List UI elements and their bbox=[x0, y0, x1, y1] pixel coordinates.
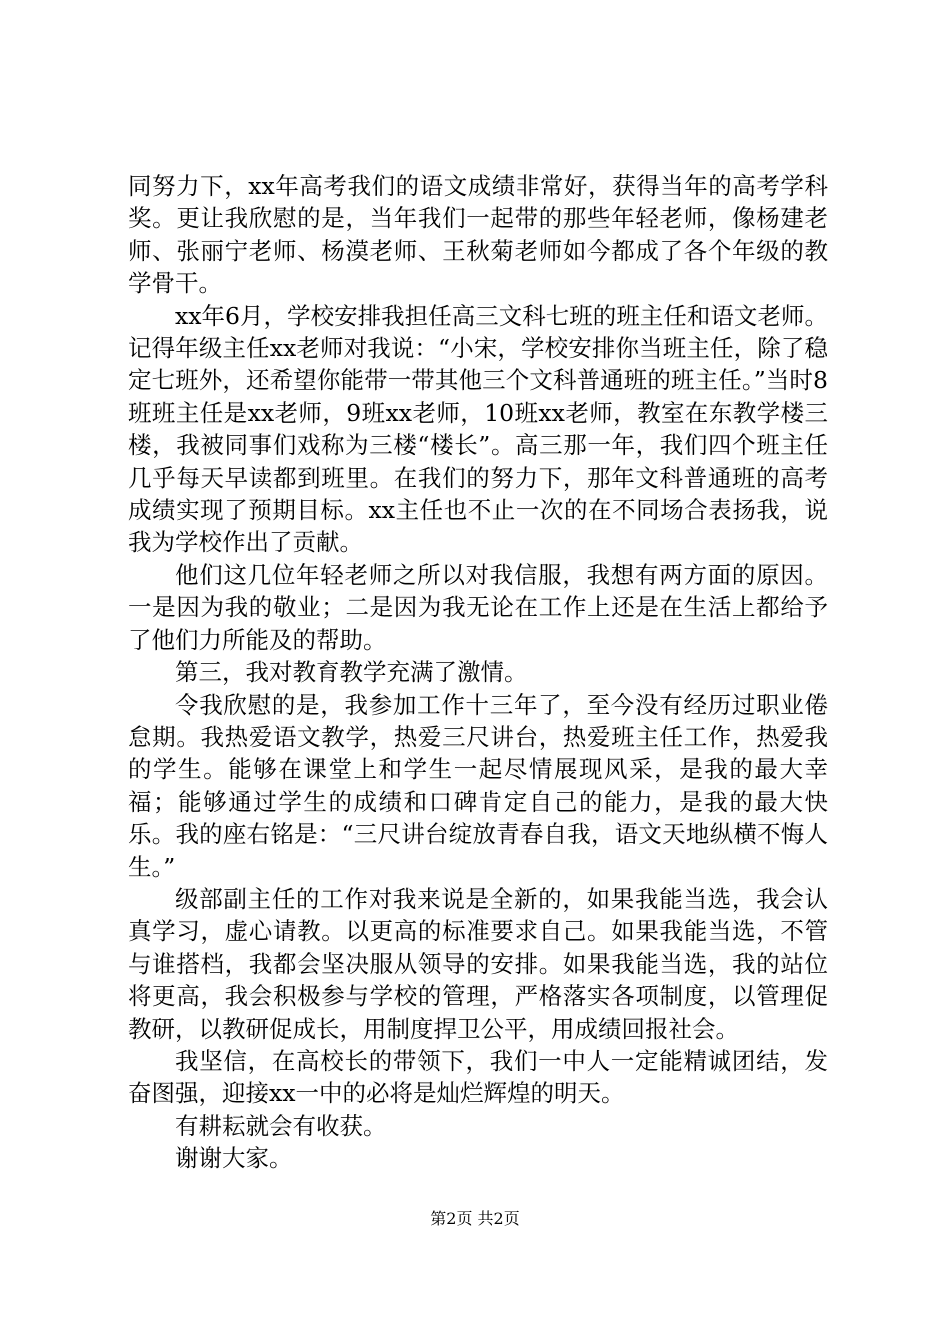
paragraph-1: 同努力下，xx年高考我们的语文成绩非常好，获得当年的高考学科奖。更让我欣慰的是，当年我们一起带的那些年轻老师，像杨建老师、张丽宁老师、杨漠老师、王秋菊老师如今都成了各个年级的教学骨干。 bbox=[128, 172, 828, 298]
paragraph-3: 他们这几位年轻老师之所以对我信服，我想有两方面的原因。一是因为我的敬业；二是因为我无论在工作上还是在生活上都给予了他们力所能及的帮助。 bbox=[128, 560, 828, 654]
page-number-footer: 第2页 共2页 bbox=[430, 1209, 520, 1228]
paragraph-6: 级部副主任的工作对我来说是全新的，如果我能当选，我会认真学习，虚心请教。以更高的标准要求自己。如果我能当选，不管与谁搭档，我都会坚决服从领导的安排。如果我能当选，我的站位将更高，我会积极参与学校的管理，严格落实各项制度，以管理促教研，以教研促成长，用制度捍卫公平，用成绩回报社会。 bbox=[128, 884, 828, 1043]
paragraph-9: 谢谢大家。 bbox=[175, 1144, 293, 1173]
paragraph-7: 我坚信，在高校长的带领下，我们一中人一定能精诚团结，发奋图强，迎接xx一中的必将是灿烂辉煌的明天。 bbox=[128, 1046, 828, 1108]
document-body bbox=[128, 170, 828, 1175]
paragraph-5: 令我欣慰的是，我参加工作十三年了，至今没有经历过职业倦怠期。我热爱语文教学，热爱三尺讲台，热爱班主任工作，热爱我的学生。能够在课堂上和学生一起尽情展现风采，是我的最大幸福；能够通过学生的成绩和口碑肯定自己的能力，是我的最大快乐。我的座右铭是：“三尺讲台绽放青春自我，语文天地纵横不悔人生。” bbox=[128, 690, 828, 881]
paragraph-2: xx年6月，学校安排我担任高三文科七班的班主任和语文老师。记得年级主任xx老师对我说：“小宋，学校安排你当班主任，除了稳定七班外，还希望你能带一带其他三个文科普通班的班主任。”当时8班班主任是xx老师，9班xx老师，10班xx老师，教室在东教学楼三楼，我被同事们戏称为三楼“楼长”。高三那一年，我们四个班主任几乎每天早读都到班里。在我们的努力下，那年文科普通班的高考成绩实现了预期目标。xx主任也不止一次的在不同场合表扬我，说我为学校作出了贡献。 bbox=[128, 301, 828, 557]
paragraph-4: 第三，我对教育教学充满了激情。 bbox=[175, 658, 528, 687]
paragraph-8: 有耕耘就会有收获。 bbox=[175, 1111, 387, 1140]
